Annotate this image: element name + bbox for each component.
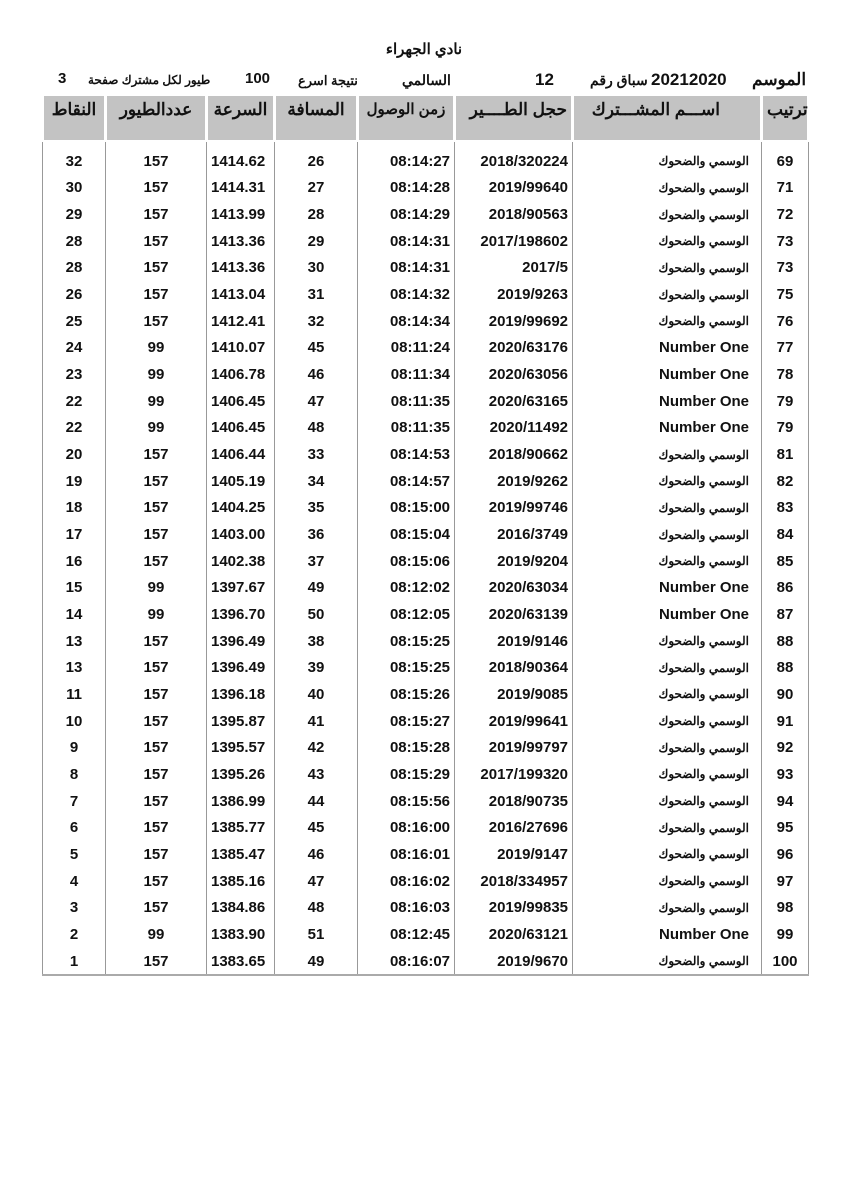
cell-birds: 157 [106,548,207,575]
cell-member-name: الوسمي والضحوك [573,441,762,468]
cell-speed: 1410.07 [207,335,275,362]
cell-ring: 2019/9263 [455,281,573,308]
cell-member-name: الوسمي والضحوك [573,841,762,868]
table-row [43,281,809,308]
club-title: نادي الجهراء [385,41,463,58]
col-points: النقاط [43,96,106,141]
table-row [43,141,809,175]
cell-distance: 29 [275,228,358,255]
cell-speed: 1395.87 [207,708,275,735]
col-ring: حجل الطــــير [455,96,573,141]
cell-ring: 2016/27696 [455,814,573,841]
cell-ring: 2020/11492 [455,415,573,442]
cell-points: 10 [43,708,106,735]
cell-distance: 32 [275,308,358,335]
cell-arrival-time: 08:12:45 [358,921,455,948]
cell-member-name: Number One [573,575,762,602]
cell-distance: 40 [275,681,358,708]
cell-rank: 91 [762,708,809,735]
cell-ring: 2018/334957 [455,868,573,895]
cell-distance: 26 [275,141,358,175]
cell-birds: 157 [106,734,207,761]
cell-arrival-time: 08:12:02 [358,575,455,602]
table-row [43,681,809,708]
cell-arrival-time: 08:15:25 [358,654,455,681]
cell-speed: 1413.04 [207,281,275,308]
cell-speed: 1396.49 [207,628,275,655]
cell-points: 3 [43,894,106,921]
table-header-row [43,96,809,141]
cell-distance: 45 [275,335,358,362]
cell-birds: 157 [106,495,207,522]
cell-arrival-time: 08:15:25 [358,628,455,655]
table-row [43,415,809,442]
race-location: السالمي [402,72,451,88]
cell-rank: 98 [762,894,809,921]
cell-ring: 2019/9146 [455,628,573,655]
cell-arrival-time: 08:14:27 [358,141,455,175]
cell-member-name: الوسمي والضحوك [573,175,762,202]
cell-speed: 1406.44 [207,441,275,468]
cell-rank: 81 [762,441,809,468]
cell-distance: 28 [275,201,358,228]
cell-distance: 43 [275,761,358,788]
cell-birds: 157 [106,948,207,976]
cell-birds: 99 [106,335,207,362]
cell-points: 13 [43,654,106,681]
cell-distance: 44 [275,788,358,815]
cell-member-name: Number One [573,921,762,948]
cell-distance: 48 [275,415,358,442]
cell-member-name: الوسمي والضحوك [573,814,762,841]
cell-member-name: Number One [573,415,762,442]
cell-arrival-time: 08:15:06 [358,548,455,575]
cell-arrival-time: 08:14:31 [358,228,455,255]
cell-speed: 1406.45 [207,388,275,415]
cell-points: 19 [43,468,106,495]
cell-birds: 99 [106,361,207,388]
cell-arrival-time: 08:11:35 [358,388,455,415]
cell-arrival-time: 08:14:57 [358,468,455,495]
cell-rank: 100 [762,948,809,976]
cell-arrival-time: 08:11:24 [358,335,455,362]
cell-birds: 157 [106,761,207,788]
cell-rank: 88 [762,628,809,655]
birds-per-member-label: طيور لكل مشترك صفحة [88,73,211,87]
cell-arrival-time: 08:14:34 [358,308,455,335]
cell-arrival-time: 08:11:34 [358,361,455,388]
cell-distance: 35 [275,495,358,522]
cell-rank: 72 [762,201,809,228]
cell-distance: 37 [275,548,358,575]
cell-points: 16 [43,548,106,575]
cell-speed: 1395.57 [207,734,275,761]
cell-rank: 69 [762,141,809,175]
cell-points: 7 [43,788,106,815]
cell-arrival-time: 08:15:00 [358,495,455,522]
cell-ring: 2019/99641 [455,708,573,735]
cell-ring: 2019/9204 [455,548,573,575]
cell-ring: 2020/63176 [455,335,573,362]
cell-birds: 157 [106,628,207,655]
race-label: سباق رقم [590,72,648,88]
cell-arrival-time: 08:16:03 [358,894,455,921]
cell-member-name: الوسمي والضحوك [573,255,762,282]
cell-points: 30 [43,175,106,202]
col-distance: المسافة [275,96,358,141]
cell-member-name: Number One [573,388,762,415]
cell-arrival-time: 08:15:56 [358,788,455,815]
cell-points: 13 [43,628,106,655]
cell-member-name: الوسمي والضحوك [573,788,762,815]
cell-arrival-time: 08:14:53 [358,441,455,468]
cell-ring: 2016/3749 [455,521,573,548]
cell-member-name: الوسمي والضحوك [573,868,762,895]
cell-member-name: الوسمي والضحوك [573,201,762,228]
table-row [43,948,809,976]
cell-member-name: الوسمي والضحوك [573,308,762,335]
cell-member-name: الوسمي والضحوك [573,548,762,575]
cell-member-name: الوسمي والضحوك [573,708,762,735]
table-row [43,868,809,895]
cell-birds: 157 [106,788,207,815]
cell-speed: 1386.99 [207,788,275,815]
cell-arrival-time: 08:14:29 [358,201,455,228]
table-row [43,788,809,815]
season-value: 20212020 [651,70,727,89]
cell-birds: 99 [106,388,207,415]
cell-ring: 2019/99746 [455,495,573,522]
cell-member-name: Number One [573,601,762,628]
cell-distance: 49 [275,948,358,976]
cell-birds: 99 [106,575,207,602]
cell-points: 4 [43,868,106,895]
cell-member-name: الوسمي والضحوك [573,628,762,655]
cell-ring: 2020/63165 [455,388,573,415]
table-row [43,761,809,788]
cell-points: 18 [43,495,106,522]
cell-rank: 71 [762,175,809,202]
cell-birds: 157 [106,441,207,468]
cell-speed: 1384.86 [207,894,275,921]
cell-ring: 2020/63034 [455,575,573,602]
table-row [43,894,809,921]
table-row [43,654,809,681]
cell-distance: 36 [275,521,358,548]
cell-member-name: Number One [573,361,762,388]
cell-speed: 1403.00 [207,521,275,548]
table-row [43,308,809,335]
cell-ring: 2019/9147 [455,841,573,868]
cell-birds: 157 [106,281,207,308]
col-speed: السرعة [207,96,275,141]
cell-speed: 1383.90 [207,921,275,948]
table-row [43,388,809,415]
cell-birds: 157 [106,654,207,681]
cell-ring: 2020/63139 [455,601,573,628]
cell-rank: 90 [762,681,809,708]
cell-speed: 1414.31 [207,175,275,202]
cell-ring: 2019/9262 [455,468,573,495]
table-row [43,548,809,575]
cell-ring: 2019/99797 [455,734,573,761]
cell-arrival-time: 08:16:01 [358,841,455,868]
cell-ring: 2017/199320 [455,761,573,788]
cell-speed: 1414.62 [207,141,275,175]
cell-points: 26 [43,281,106,308]
cell-arrival-time: 08:15:29 [358,761,455,788]
cell-ring: 2020/63121 [455,921,573,948]
cell-birds: 157 [106,708,207,735]
cell-arrival-time: 08:15:04 [358,521,455,548]
cell-points: 22 [43,415,106,442]
cell-birds: 157 [106,868,207,895]
cell-speed: 1396.49 [207,654,275,681]
cell-rank: 77 [762,335,809,362]
cell-ring: 2017/5 [455,255,573,282]
table-row [43,175,809,202]
cell-member-name: الوسمي والضحوك [573,281,762,308]
cell-points: 32 [43,141,106,175]
cell-birds: 157 [106,175,207,202]
cell-arrival-time: 08:15:28 [358,734,455,761]
cell-birds: 157 [106,255,207,282]
table-row [43,255,809,282]
cell-ring: 2019/99640 [455,175,573,202]
cell-rank: 97 [762,868,809,895]
cell-speed: 1406.78 [207,361,275,388]
cell-rank: 93 [762,761,809,788]
cell-member-name: الوسمي والضحوك [573,761,762,788]
cell-ring: 2019/99835 [455,894,573,921]
cell-distance: 42 [275,734,358,761]
cell-speed: 1396.18 [207,681,275,708]
cell-distance: 38 [275,628,358,655]
cell-birds: 157 [106,308,207,335]
cell-speed: 1406.45 [207,415,275,442]
cell-birds: 99 [106,415,207,442]
cell-points: 6 [43,814,106,841]
table-row [43,361,809,388]
cell-birds: 99 [106,921,207,948]
table-row [43,601,809,628]
cell-speed: 1383.65 [207,948,275,976]
cell-rank: 87 [762,601,809,628]
cell-distance: 49 [275,575,358,602]
cell-distance: 30 [275,255,358,282]
table-row [43,575,809,602]
cell-rank: 83 [762,495,809,522]
cell-ring: 2018/90364 [455,654,573,681]
cell-points: 15 [43,575,106,602]
cell-points: 28 [43,228,106,255]
cell-birds: 99 [106,601,207,628]
table-row [43,201,809,228]
cell-points: 1 [43,948,106,976]
cell-arrival-time: 08:15:26 [358,681,455,708]
cell-points: 25 [43,308,106,335]
cell-speed: 1395.26 [207,761,275,788]
cell-birds: 157 [106,841,207,868]
season-label: الموسم [752,70,807,89]
table-row [43,841,809,868]
cell-speed: 1413.99 [207,201,275,228]
cell-ring: 2018/320224 [455,141,573,175]
cell-member-name: الوسمي والضحوك [573,734,762,761]
cell-distance: 27 [275,175,358,202]
table-row [43,495,809,522]
cell-birds: 157 [106,521,207,548]
cell-points: 29 [43,201,106,228]
cell-distance: 46 [275,361,358,388]
cell-points: 17 [43,521,106,548]
cell-points: 14 [43,601,106,628]
cell-rank: 73 [762,255,809,282]
cell-distance: 34 [275,468,358,495]
cell-arrival-time: 08:14:32 [358,281,455,308]
cell-rank: 84 [762,521,809,548]
cell-points: 22 [43,388,106,415]
cell-rank: 94 [762,788,809,815]
cell-ring: 2020/63056 [455,361,573,388]
cell-ring: 2018/90735 [455,788,573,815]
cell-speed: 1396.70 [207,601,275,628]
cell-distance: 48 [275,894,358,921]
col-birds: عددالطيور [106,96,207,141]
cell-speed: 1385.47 [207,841,275,868]
table-row [43,628,809,655]
cell-rank: 79 [762,388,809,415]
cell-ring: 2019/99692 [455,308,573,335]
cell-rank: 88 [762,654,809,681]
cell-distance: 51 [275,921,358,948]
cell-distance: 50 [275,601,358,628]
cell-member-name: الوسمي والضحوك [573,468,762,495]
cell-points: 5 [43,841,106,868]
cell-distance: 47 [275,868,358,895]
cell-rank: 96 [762,841,809,868]
cell-ring: 2018/90563 [455,201,573,228]
cell-speed: 1405.19 [207,468,275,495]
cell-birds: 157 [106,141,207,175]
col-name: اســـم المشـــترك [573,96,762,141]
cell-member-name: الوسمي والضحوك [573,228,762,255]
cell-speed: 1413.36 [207,228,275,255]
cell-rank: 95 [762,814,809,841]
cell-birds: 157 [106,468,207,495]
cell-speed: 1404.25 [207,495,275,522]
table-row [43,814,809,841]
cell-distance: 45 [275,814,358,841]
cell-member-name: الوسمي والضحوك [573,141,762,175]
cell-points: 20 [43,441,106,468]
cell-speed: 1402.38 [207,548,275,575]
cell-member-name: الوسمي والضحوك [573,654,762,681]
cell-rank: 92 [762,734,809,761]
cell-distance: 39 [275,654,358,681]
cell-points: 8 [43,761,106,788]
table-row [43,335,809,362]
cell-rank: 75 [762,281,809,308]
cell-distance: 33 [275,441,358,468]
cell-distance: 31 [275,281,358,308]
cell-rank: 86 [762,575,809,602]
cell-ring: 2017/198602 [455,228,573,255]
cell-distance: 46 [275,841,358,868]
cell-points: 11 [43,681,106,708]
cell-member-name: Number One [573,335,762,362]
cell-birds: 157 [106,681,207,708]
cell-member-name: الوسمي والضحوك [573,894,762,921]
table-row [43,708,809,735]
cell-rank: 85 [762,548,809,575]
cell-rank: 79 [762,415,809,442]
table-row [43,521,809,548]
cell-arrival-time: 08:12:05 [358,601,455,628]
cell-arrival-time: 08:14:28 [358,175,455,202]
cell-arrival-time: 08:11:35 [358,415,455,442]
table-row [43,228,809,255]
cell-arrival-time: 08:14:31 [358,255,455,282]
cell-ring: 2019/9085 [455,681,573,708]
cell-member-name: الوسمي والضحوك [573,521,762,548]
cell-birds: 157 [106,814,207,841]
cell-speed: 1397.67 [207,575,275,602]
cell-rank: 78 [762,361,809,388]
cell-birds: 157 [106,894,207,921]
cell-distance: 47 [275,388,358,415]
table-row [43,921,809,948]
cell-points: 9 [43,734,106,761]
cell-points: 2 [43,921,106,948]
birds-count: 100 [245,70,271,87]
cell-points: 24 [43,335,106,362]
cell-ring: 2018/90662 [455,441,573,468]
cell-rank: 73 [762,228,809,255]
cell-birds: 157 [106,228,207,255]
cell-points: 28 [43,255,106,282]
table-row [43,441,809,468]
col-arrival: زمن الوصول [358,96,455,141]
cell-arrival-time: 08:15:27 [358,708,455,735]
result-label: نتيجة اسرع [298,73,358,88]
cell-arrival-time: 08:16:02 [358,868,455,895]
race-number: 12 [535,70,554,89]
cell-speed: 1385.77 [207,814,275,841]
table-row [43,468,809,495]
cell-member-name: الوسمي والضحوك [573,948,762,976]
cell-speed: 1385.16 [207,868,275,895]
cell-speed: 1413.36 [207,255,275,282]
cell-ring: 2019/9670 [455,948,573,976]
cell-member-name: الوسمي والضحوك [573,681,762,708]
cell-member-name: الوسمي والضحوك [573,495,762,522]
page-number: 3 [58,70,67,87]
cell-rank: 99 [762,921,809,948]
cell-arrival-time: 08:16:00 [358,814,455,841]
cell-speed: 1412.41 [207,308,275,335]
cell-distance: 41 [275,708,358,735]
cell-rank: 76 [762,308,809,335]
results-table [41,96,810,976]
cell-arrival-time: 08:16:07 [358,948,455,976]
cell-rank: 82 [762,468,809,495]
cell-points: 23 [43,361,106,388]
table-row [43,734,809,761]
cell-birds: 157 [106,201,207,228]
col-rank: ترتيب [762,96,809,141]
